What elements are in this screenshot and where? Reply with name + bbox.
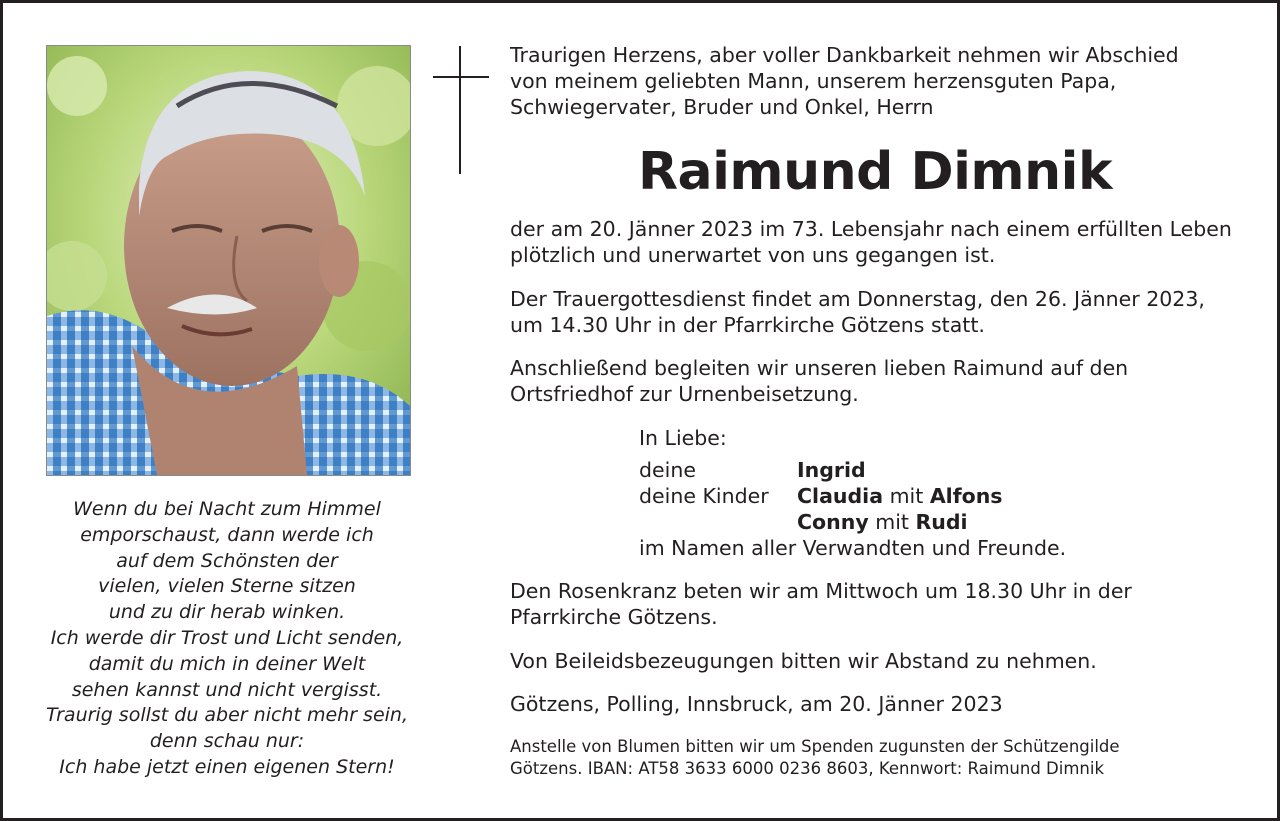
- service-notice: [510, 286, 1240, 338]
- child-name: Claudia: [797, 484, 884, 508]
- rosary-line: Den Rosenkranz beten wir am Mittwoch um 18.30 Uhr in der: [510, 579, 1132, 603]
- service-line: Der Trauergottesdienst findet am Donnerstag, den 26. Jänner 2023,: [510, 287, 1205, 311]
- condolences-note: [510, 648, 1240, 674]
- poem-line: damit du mich in deiner Welt: [88, 652, 366, 675]
- wife-label: deine: [639, 458, 696, 482]
- deceased-name: Raimund Dimnik: [637, 142, 1113, 202]
- death-notice: [510, 216, 1240, 268]
- portrait-photo: [46, 45, 411, 476]
- poem-line: Ich habe jetzt einen eigenen Stern!: [59, 755, 395, 778]
- memorial-poem: [28, 497, 426, 781]
- burial-line: Ortsfriedhof zur Urnenbeisetzung.: [510, 382, 859, 406]
- service-line: um 14.30 Uhr in der Pfarrkirche Götzens statt.: [510, 313, 985, 337]
- poem-line: vielen, vielen Sterne sitzen: [98, 575, 356, 598]
- relatives-line: im Namen aller Verwandten und Freunde.: [639, 536, 1067, 560]
- donation-line: Götzens. IBAN: AT58 3633 6000 0236 8603, Kennwort: Raimund Dimnik: [510, 759, 1105, 778]
- child-conjunction: mit: [889, 484, 924, 508]
- condolences-line: Von Beileidsbezeugungen bitten wir Abstand zu nehmen.: [510, 649, 1097, 673]
- donation-note: [510, 736, 1240, 780]
- burial-notice: [510, 355, 1240, 407]
- poem-line: Traurig sollst du aber nicht mehr sein,: [45, 704, 408, 727]
- death-line: der am 20. Jänner 2023 im 73. Lebensjahr nach einem erfüllten Leben: [510, 217, 1232, 241]
- child-partner: Alfons: [929, 484, 1003, 508]
- child-entry-1: [797, 483, 1003, 509]
- burial-line: Anschließend begleiten wir unseren lieben Raimund auf den: [510, 356, 1129, 380]
- wife-name: Ingrid: [797, 458, 866, 482]
- poem-line: emporschaust, dann werde ich: [80, 523, 374, 546]
- poem-line: und zu dir herab winken.: [108, 601, 346, 624]
- poem-line: Wenn du bei Nacht zum Himmel: [73, 498, 381, 520]
- child-name: Conny: [797, 510, 869, 534]
- mourners-heading: In Liebe:: [639, 426, 727, 450]
- poem-line: auf dem Schönsten der: [116, 549, 338, 572]
- place-date-line: Götzens, Polling, Innsbruck, am 20. Jänner 2023: [510, 692, 1003, 716]
- donation-line: Anstelle von Blumen bitten wir um Spenden zugunsten der Schützengilde: [510, 737, 1120, 756]
- intro-line: Traurigen Herzens, aber voller Dankbarkeit nehmen wir Abschied: [510, 43, 1179, 67]
- death-line: plötzlich und unerwartet von uns gegangen ist.: [510, 243, 996, 267]
- poem-line: denn schau nur:: [149, 730, 305, 753]
- intro-line: Schwiegervater, Bruder und Onkel, Herrn: [510, 95, 934, 119]
- children-label: deine Kinder: [639, 484, 769, 508]
- poem-line: sehen kannst und nicht vergisst.: [71, 678, 383, 701]
- place-date: [510, 691, 1240, 717]
- poem-line: Ich werde dir Trost und Licht senden,: [50, 626, 404, 649]
- child-conjunction: mit: [875, 510, 909, 534]
- child-partner: Rudi: [915, 510, 968, 534]
- portrait-illustration: [47, 46, 410, 475]
- rosary-line: Pfarrkirche Götzens.: [510, 605, 718, 629]
- intro-line: von meinem geliebten Mann, unserem herzensguten Papa,: [510, 69, 1117, 93]
- cross-icon: [433, 46, 489, 174]
- rosary-notice: [510, 578, 1240, 630]
- intro-text: [510, 42, 1240, 120]
- child-entry-2: [797, 509, 968, 535]
